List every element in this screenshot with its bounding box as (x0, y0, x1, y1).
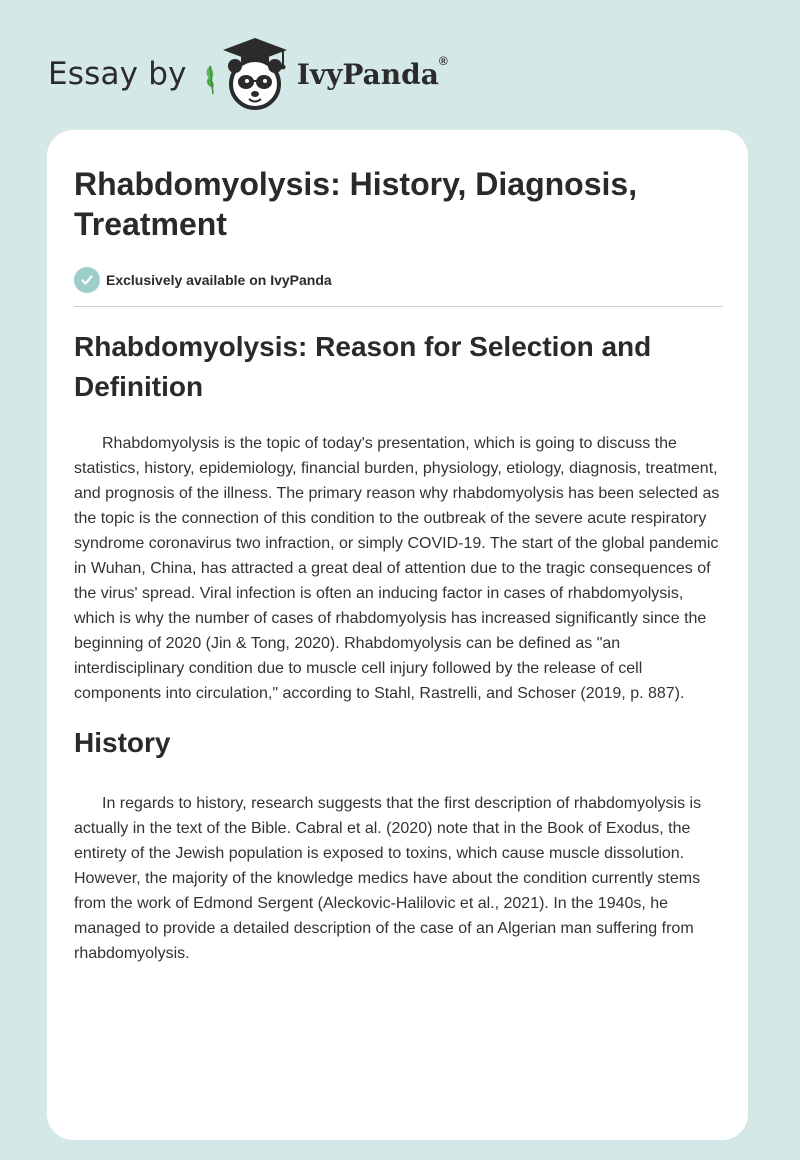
article-title: Rhabdomyolysis: History, Diagnosis, Treatment (74, 166, 638, 242)
section-heading-definition: Rhabdomyolysis: Reason for Selection and Definition (74, 331, 652, 402)
site-header (48, 34, 448, 114)
section-heading-history: History (74, 727, 171, 758)
exclusive-label: Exclusively available on IvyPanda (106, 272, 332, 288)
divider (74, 306, 723, 307)
essay-by-label: Essay by (48, 56, 187, 92)
article-content (74, 164, 724, 966)
check-icon (74, 267, 100, 293)
registered-mark: ® (438, 53, 448, 68)
exclusive-badge (74, 266, 724, 294)
section-paragraph-definition: Rhabdomyolysis is the topic of today's presentation, which is going to discuss the statistics, history, epidemiology, financial burden, physiology, etiology, diagnosis, treatment, and prognosis of the illness. The primary reason why rhabdomyolysis has been selected as the topic is the connection of this condition to the outbreak of the severe acute respiratory syndrome coronavirus two infraction, or simply COVID-19. The start of the global pandemic in Wuhan, China, has attracted a great deal of attention due to the tragic consequences of the virus' spread. Viral infection is often an inducing factor in cases of rhabdomyolysis, which is why the number of cases of rhabdomyolysis has increased significantly since the beginning of 2020 (Jin & Tong, 2020). Rhabdomyolysis can be defined as "an interdisciplinary condition due to muscle cell injury followed by the release of cell components into circulation," according to Stahl, Rastrelli, and Schoser (2019, p. 887). (74, 435, 720, 702)
section-paragraph-history: In regards to history, research suggests that the first description of rhabdomyolysis is actually in the text of the Bible. Cabral et al. (2020) note that in the Book of Exodus, the entirety of the Jewish population is exposed to toxins, which cause muscle dissolution. However, the majority of the knowledge medics have about the condition currently stems from the work of Edmond Sergent (Aleckovic-Halilovic et al., 2021). In the 1940s, he managed to provide a detailed description of the case of an Algerian man suffering from rhabdomyolysis. (74, 795, 702, 962)
brand-name[interactable] (296, 53, 448, 91)
panda-graduate-icon[interactable] (203, 36, 295, 112)
brand-label: IvyPanda (296, 57, 439, 91)
article-card (47, 130, 748, 1140)
